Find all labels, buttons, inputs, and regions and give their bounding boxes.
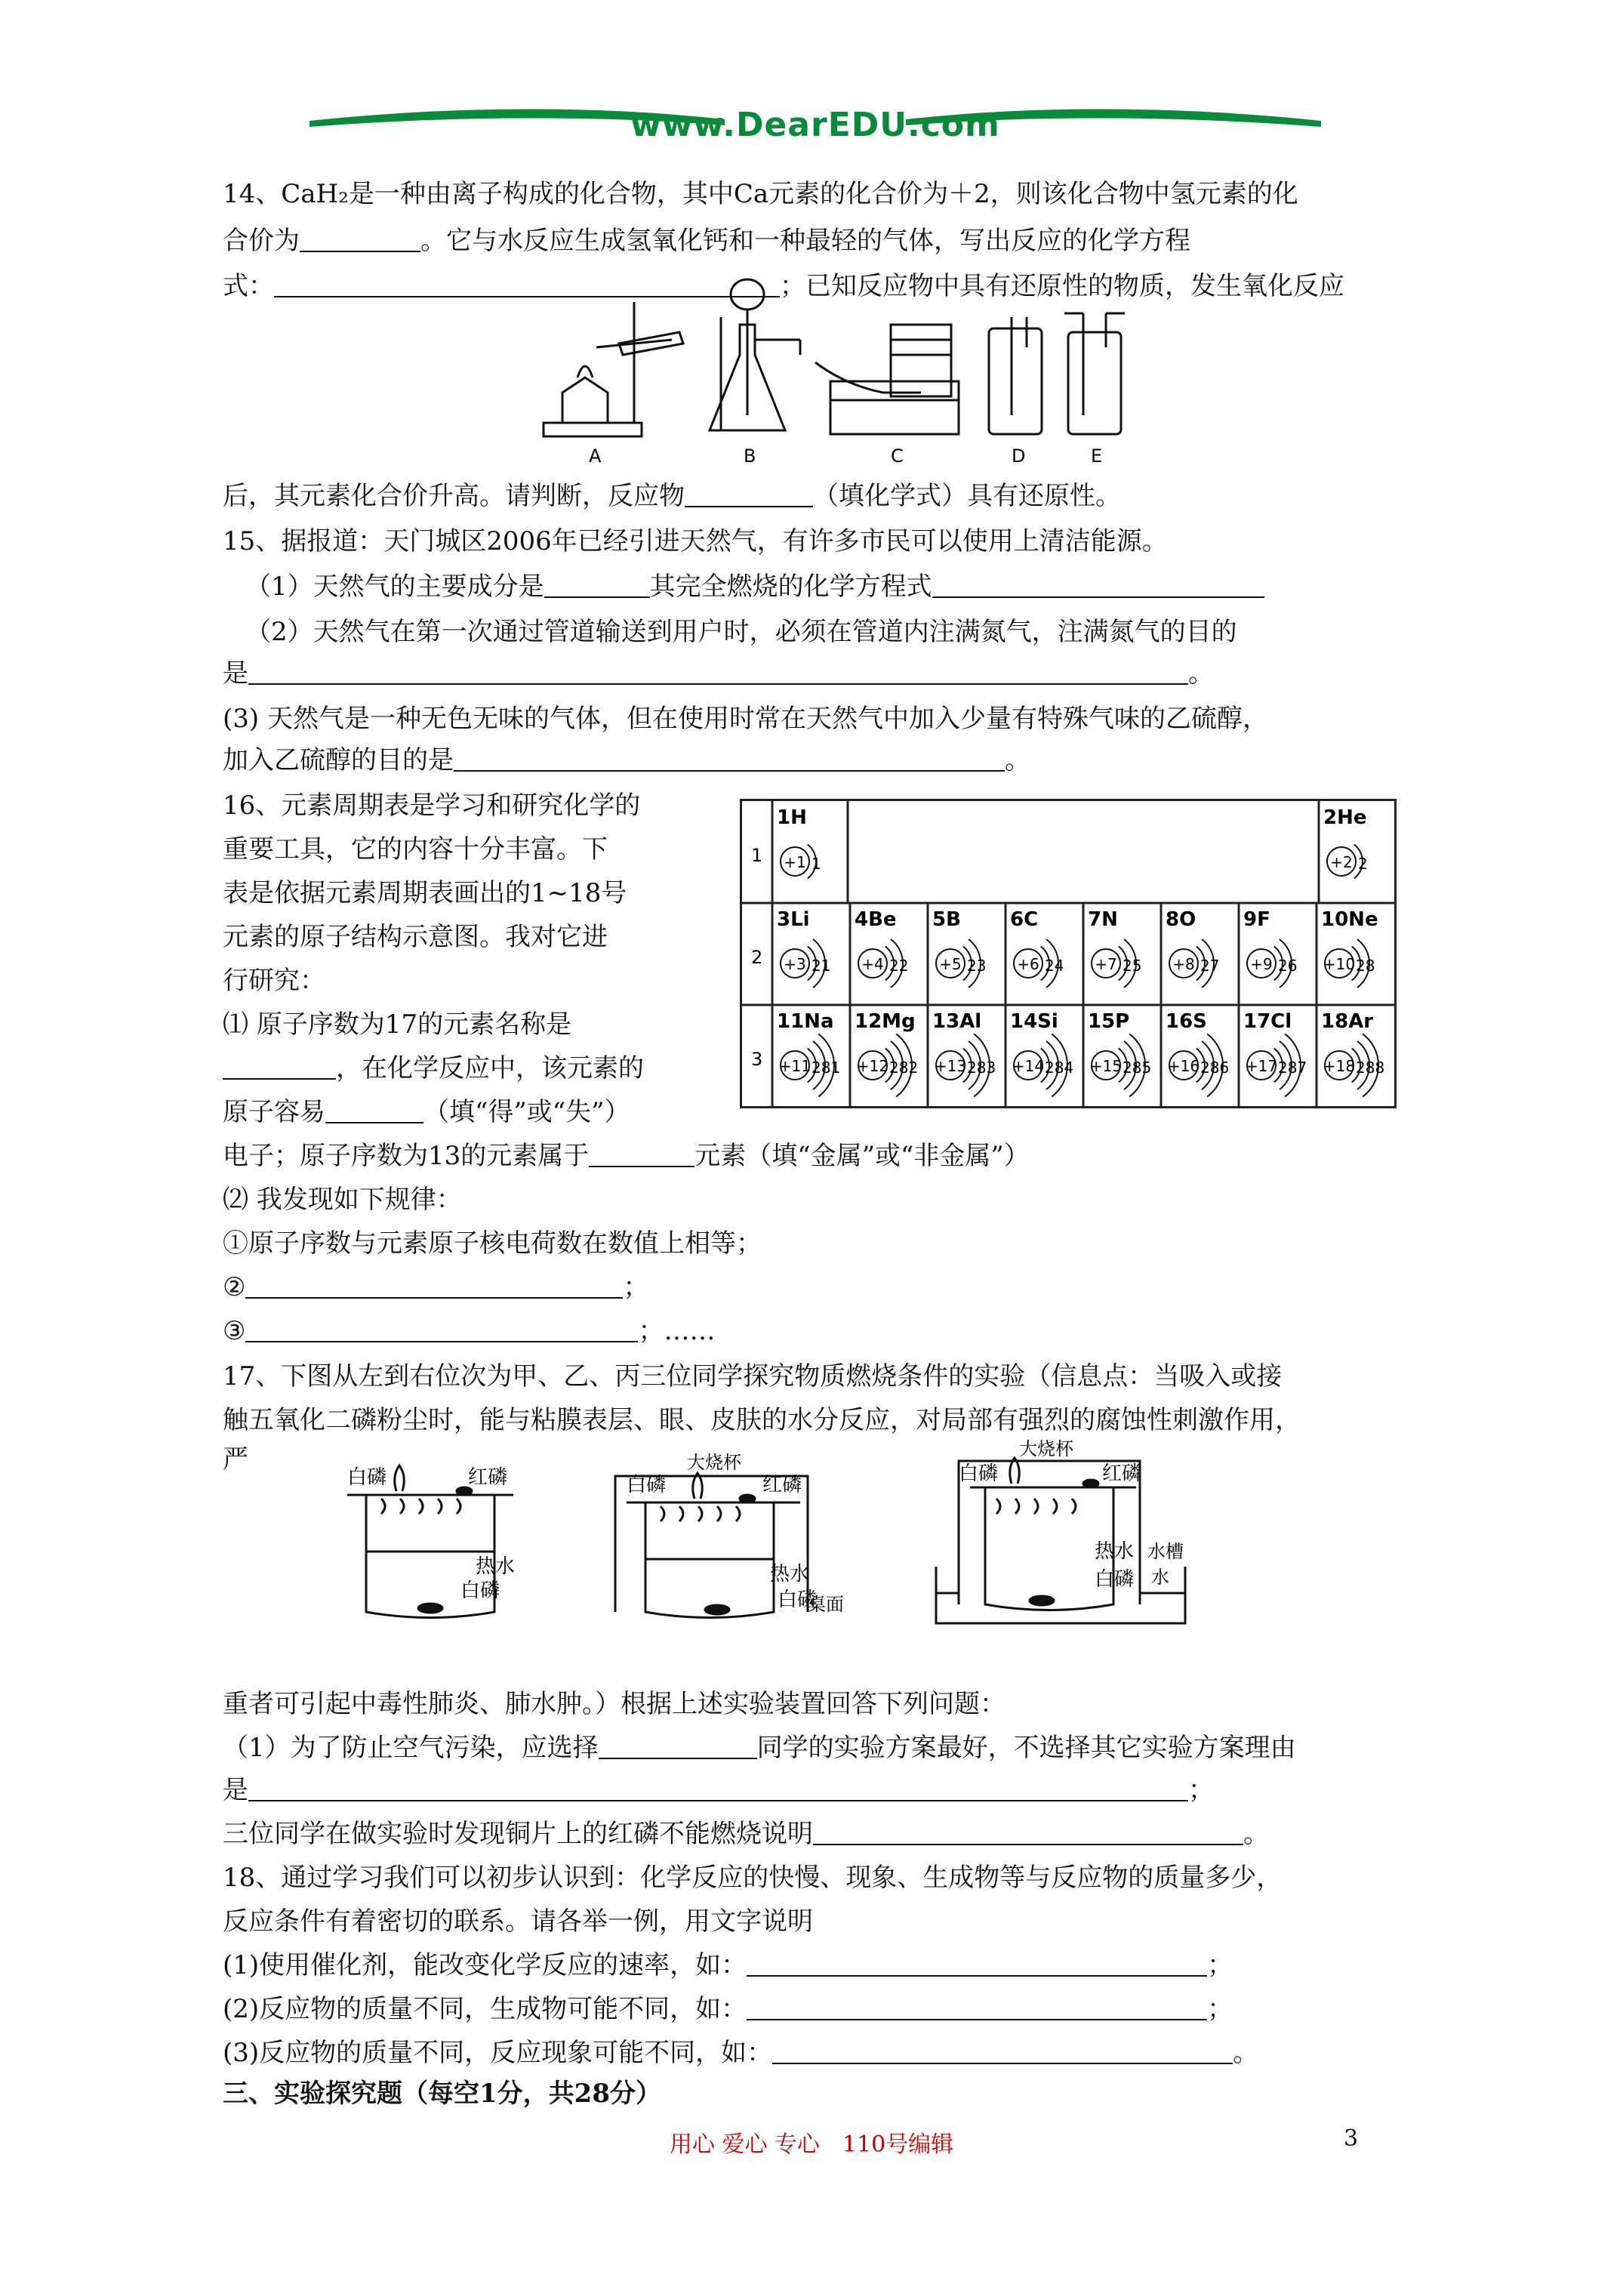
element-nucleus: +16 [1167,1057,1200,1075]
period-1: 1 [751,845,763,866]
fig3-trough: 水槽 [1147,1541,1184,1562]
element-nucleus: +13 [934,1057,967,1075]
element-cell-15P [1088,1010,1151,1097]
element-symbol: 11Na [777,1010,834,1033]
q17-line1: 17、下图从左到右位次为甲、乙、丙三位同学探究物质燃烧条件的实验（信息点：当吸入或接 [223,1361,1283,1391]
element-shells: 23 [967,957,987,975]
element-symbol: 1H [777,806,807,829]
fig2-white-p-bottom: 白磷 [778,1589,818,1611]
element-shells: 28 [1356,957,1375,975]
q18-line4: (2)反应物的质量不同，生成物可能不同，如： ； [223,1994,1233,2024]
fig3-hot-water: 热水 [1095,1540,1135,1563]
fig1-white-p: 白磷 [347,1466,387,1489]
label-D: D [1012,445,1026,467]
q15-line4: 是 。 [223,658,1214,689]
q15-line1: 15、据报道：天门城区2006年已经引进天然气，有许多市民可以使用上清洁能源。 [223,526,1168,556]
q16-line9: 电子；原子序数为13的元素属于 元素（填“金属”或“非金属”） [223,1141,1030,1171]
q16-line7: ，在化学反应中，该元素的 [223,1056,644,1081]
element-shells: 286 [1200,1059,1230,1077]
element-shells: 285 [1123,1059,1152,1077]
element-nucleus: +7 [1095,955,1117,973]
fig3-white-p-bottom: 白磷 [1095,1568,1135,1591]
element-cell-13Al [932,1010,996,1097]
element-cell-11Na [777,1010,840,1097]
answer-blank[interactable] [454,747,1005,772]
element-cell-6C [1010,908,1064,988]
element-shells: 24 [1045,957,1064,975]
q17-line3: 严 [223,1444,248,1475]
answer-blank[interactable] [747,1952,1207,1977]
page-number: 3 [1344,2125,1359,2152]
answer-blank[interactable] [223,1056,336,1080]
element-nucleus: +5 [939,955,962,973]
element-nucleus: +8 [1172,955,1195,973]
fig2-white-p: 白磷 [627,1474,667,1496]
fig2-red-p: 红磷 [762,1474,802,1496]
q16-line13: ③ ；…… [223,1316,716,1346]
answer-blank[interactable] [599,1735,757,1759]
element-symbol: 10Ne [1321,908,1378,931]
periodic-table [740,799,1397,1108]
answer-blank[interactable] [325,1099,423,1123]
element-symbol: 14Si [1010,1010,1058,1033]
element-cell-18Ar [1321,1010,1384,1097]
element-nucleus: +12 [856,1057,889,1075]
footer-text: 用心 爱心 专心 110号编辑 [669,2131,954,2158]
element-shells: 281 [812,1059,841,1077]
element-symbol: 6C [1010,908,1039,931]
element-cell-4Be [855,908,908,988]
fig2-hot-water: 热水 [770,1563,810,1586]
q14-line2: 合价为 。它与水反应生成氢氧化钙和一种最轻的气体，写出反应的化学方程 [223,226,1190,256]
element-symbol: 13Al [932,1010,982,1033]
answer-blank[interactable] [932,574,1264,598]
answer-blank[interactable] [589,1143,694,1167]
label-A: A [589,445,602,467]
fig2-beaker: 大烧杯 [687,1452,741,1473]
combustion-experiment-figure [325,1438,1329,1635]
q14-line3: 式： ；已知反应物中具有还原性的物质，发生氧化反应 [223,271,1344,301]
fig1-hot-water: 热水 [476,1555,516,1578]
fig1-white-p-bottom: 白磷 [460,1579,500,1602]
element-nucleus: +18 [1323,1057,1356,1075]
element-nucleus: +2 [1330,853,1353,871]
q15-line2: （1）天然气的主要成分是 其完全燃烧的化学方程式 [245,574,1264,599]
element-cell-3Li [777,908,830,988]
answer-blank[interactable] [685,483,813,507]
element-cell-1H [777,806,821,878]
element-shells: 2 [1358,855,1368,873]
element-cell-9F [1243,908,1297,988]
q16-line6: ⑴ 原子序数为17的元素名称是 [223,1009,572,1040]
element-cell-14Si [1010,1010,1073,1097]
element-shells: 1 [812,855,821,873]
q16-line5: 行研究： [223,966,325,996]
answer-blank[interactable] [248,661,1188,685]
element-cell-12Mg [855,1010,918,1097]
q16-line11: ①原子序数与元素原子核电荷数在数值上相等； [223,1228,762,1259]
q14-line1: 14、CaH₂是一种由离子构成的化合物，其中Ca元素的化合价为＋2，则该化合物中氢元素的化 [223,179,1298,209]
q17-line7: 三位同学在做实验时发现铜片上的红磷不能燃烧说明 。 [223,1819,1269,1849]
answer-blank[interactable] [772,2040,1233,2064]
element-symbol: 4Be [855,908,897,931]
fig3-beaker: 大烧杯 [1019,1438,1073,1459]
element-symbol: 15P [1088,1010,1130,1033]
element-shells: 25 [1123,957,1142,975]
element-symbol: 16S [1166,1010,1207,1033]
q17-line2: 触五氧化二磷粉尘时，能与粘膜表层、眼、皮肤的水分反应，对局部有强烈的腐蚀性刺激作用， [223,1405,1301,1435]
fig3-water: 水 [1151,1567,1169,1588]
q15-line3: （2）天然气在第一次通过管道输送到用户时，必须在管道内注满氮气，注满氮气的目的 [245,617,1237,647]
element-cell-2He [1323,806,1368,878]
element-nucleus: +15 [1089,1057,1123,1075]
fig2-desk: 桌面 [808,1594,844,1615]
q14-line4: 后，其元素化合价升高。请判断，反应物 （填化学式）具有还原性。 [223,481,1121,511]
element-symbol: 18Ar [1321,1010,1374,1033]
element-symbol: 5B [932,908,961,931]
element-nucleus: +14 [1012,1057,1045,1075]
fig3-red-p: 红磷 [1102,1462,1142,1485]
element-symbol: 2He [1323,806,1367,829]
label-B: B [744,445,756,467]
label-E: E [1091,445,1103,467]
element-nucleus: +11 [778,1057,812,1075]
q16-line12: ② ； [223,1272,649,1302]
element-cell-10Ne [1321,908,1378,988]
element-nucleus: +9 [1250,955,1273,973]
answer-blank[interactable] [248,1777,1188,1801]
element-shells: 283 [967,1059,996,1077]
q16-line4: 元素的原子结构示意图。我对它进 [223,922,608,952]
q16-line8: 原子容易 （填“得”或“失”） [223,1097,630,1127]
answer-blank[interactable] [813,1821,1243,1845]
q15-line6: 加入乙硫醇的目的是 。 [223,745,1030,775]
element-cell-17Cl [1243,1010,1307,1097]
element-cell-8O [1166,908,1219,988]
q16-line3: 表是依据元素周期表画出的1~18号 [223,878,627,908]
q17-line4: 重者可引起中毒性肺炎、肺水肿。）根据上述实验装置回答下列问题： [223,1689,1006,1719]
element-nucleus: +4 [861,955,884,973]
q16-line10: ⑵ 我发现如下规律： [223,1185,462,1215]
element-nucleus: +10 [1323,955,1356,973]
period-2: 2 [751,947,763,968]
section-3-title: 三、实验探究题（每空1分，共28分） [223,2079,661,2109]
fig3-white-p: 白磷 [959,1462,999,1485]
element-shells: 22 [889,957,909,975]
answer-blank[interactable] [300,228,420,252]
element-shells: 282 [889,1059,919,1077]
q18-line2: 反应条件有着密切的联系。请各举一例，用文字说明 [223,1906,813,1937]
q16-line2: 重要工具，它的内容十分丰富。下 [223,834,608,864]
q18-line3: (1)使用催化剂，能改变化学反应的速率，如： ； [223,1950,1233,1980]
q16-line1: 16、元素周期表是学习和研究化学的 [223,791,641,821]
q18-line1: 18、通过学习我们可以初步认识到：化学反应的快慢、现象、生成物等与反应物的质量多少， [223,1863,1283,1893]
element-cell-7N [1088,908,1141,988]
element-symbol: 7N [1088,908,1118,931]
element-nucleus: +17 [1245,1057,1278,1075]
element-symbol: 8O [1166,908,1196,931]
q17-line5: （1）为了防止空气污染，应选择 同学的实验方案最好，不选择其它实验方案理由 [223,1733,1296,1763]
site-logo-text: www.DearEDU.com [630,106,1000,144]
element-cell-5B [932,908,986,988]
q18-line5: (3)反应物的质量不同，反应现象可能不同，如： 。 [223,2038,1259,2068]
element-nucleus: +6 [1017,955,1039,973]
fig1-red-p: 红磷 [468,1466,508,1489]
element-cell-16S [1166,1010,1229,1097]
q15-line5: (3) 天然气是一种无色无味的气体，但在使用时常在天然气中加入少量有特殊气味的乙硫醇， [223,704,1268,734]
element-shells: 284 [1045,1059,1074,1077]
element-shells: 288 [1356,1059,1385,1077]
label-C: C [891,445,904,467]
element-symbol: 9F [1243,908,1270,931]
element-shells: 21 [812,957,831,975]
element-symbol: 12Mg [855,1010,916,1033]
element-shells: 26 [1278,957,1298,975]
answer-blank[interactable] [544,574,650,598]
period-3: 3 [751,1049,763,1070]
element-nucleus: +1 [784,853,806,871]
element-shells: 27 [1200,957,1220,975]
answer-blank[interactable] [245,1318,638,1342]
apparatus-figure [528,272,1132,468]
q17-line6: 是 ； [223,1775,1214,1805]
element-symbol: 3Li [777,908,810,931]
answer-blank[interactable] [747,1996,1207,2020]
element-symbol: 17Cl [1243,1010,1292,1033]
answer-blank[interactable] [245,1274,623,1299]
element-shells: 287 [1278,1059,1307,1077]
element-nucleus: +3 [784,955,806,973]
